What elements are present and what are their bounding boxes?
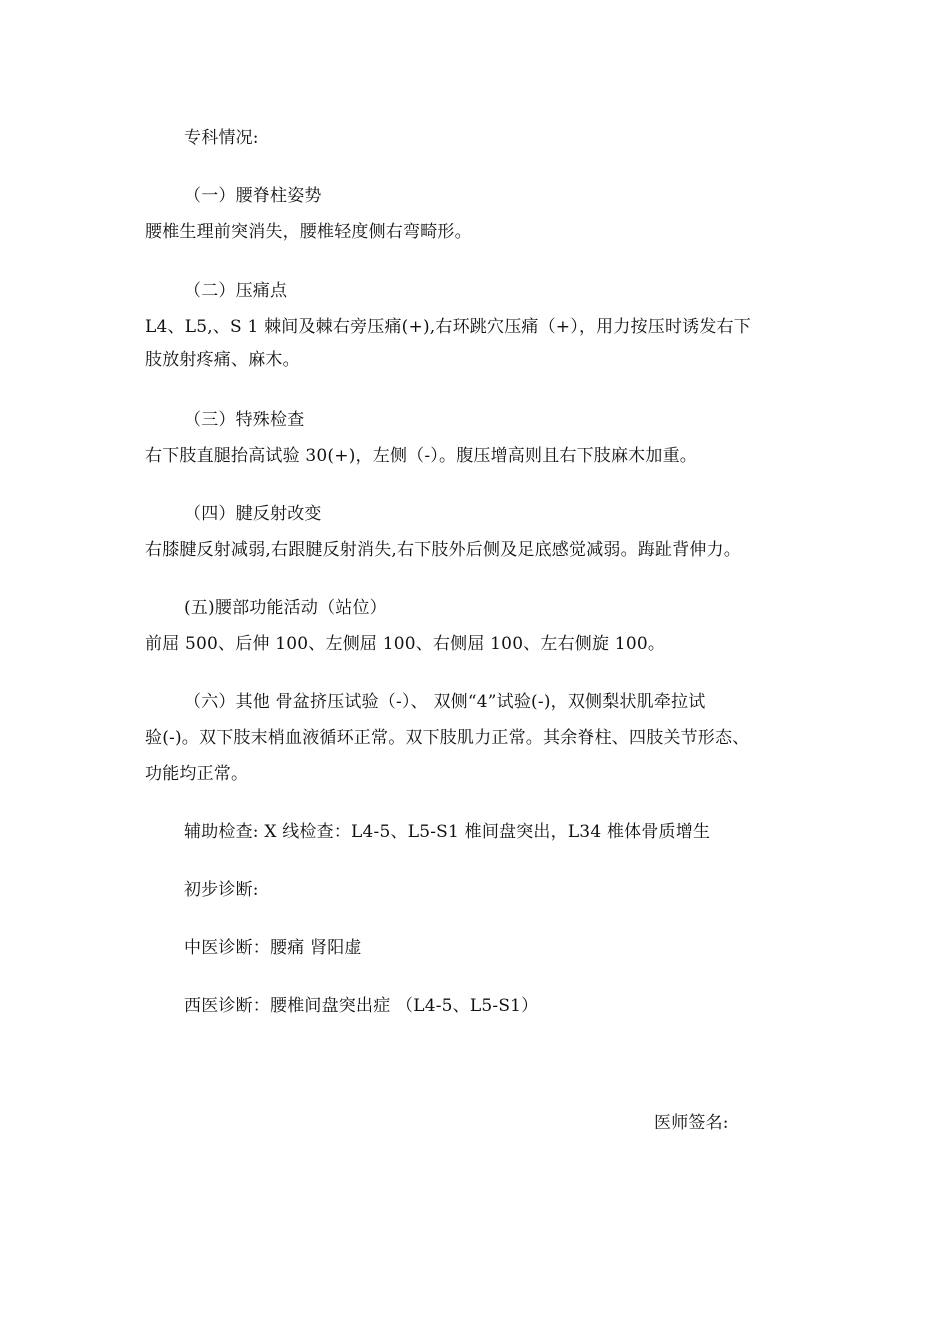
- auxiliary-exam: 辅助检查: X 线检查：L4-5、L5-S1 椎间盘突出，L34 椎体骨质增生: [184, 822, 711, 842]
- section-text-posture: 腰椎生理前突消失，腰椎轻度侧右弯畸形。: [145, 222, 472, 242]
- section-heading-reflex: （四）腱反射改变: [184, 504, 322, 524]
- section-text-tenderness-1: L4、L5,、S 1 棘间及棘右旁压痛(+),右环跳穴压痛（+），用力按压时诱发右下: [145, 317, 751, 337]
- section-heading-other: （六）其他 骨盆挤压试验（-）、 双侧“4”试验(-)，双侧梨状肌牵拉试: [184, 692, 706, 712]
- tcm-diagnosis: 中医诊断：腰痛 肾阳虚: [184, 938, 362, 958]
- signature-label: 医师签名:: [654, 1113, 729, 1133]
- section-title: 专科情况:: [184, 128, 259, 148]
- section-heading-tenderness: （二）压痛点: [184, 281, 288, 301]
- section-text-lumbar-function: 前屈 500、后伸 100、左侧屈 100、右侧屈 100、左右侧旋 100。: [145, 634, 666, 654]
- western-diagnosis: 西医诊断：腰椎间盘突出症 （L4-5、L5-S1）: [184, 996, 539, 1016]
- section-heading-posture: （一）腰脊柱姿势: [184, 186, 322, 206]
- section-text-other-2: 功能均正常。: [145, 764, 249, 784]
- preliminary-diagnosis: 初步诊断:: [184, 880, 259, 900]
- section-text-other-1: 验(-)。双下肢末梢血液循环正常。双下肢肌力正常。其余脊柱、四肢关节形态、: [145, 728, 750, 748]
- section-text-tenderness-2: 肢放射疼痛、麻木。: [145, 350, 300, 370]
- section-heading-special-exam: （三）特殊检查: [184, 410, 305, 430]
- section-heading-lumbar-function: (五)腰部功能活动（站位）: [184, 598, 387, 618]
- section-text-special-exam: 右下肢直腿抬高试验 30(+)，左侧（-）。腹压增高则且右下肢麻木加重。: [145, 446, 697, 466]
- section-text-reflex: 右膝腱反射减弱,右跟腱反射消失,右下肢外后侧及足底感觉减弱。踇趾背伸力。: [145, 540, 742, 560]
